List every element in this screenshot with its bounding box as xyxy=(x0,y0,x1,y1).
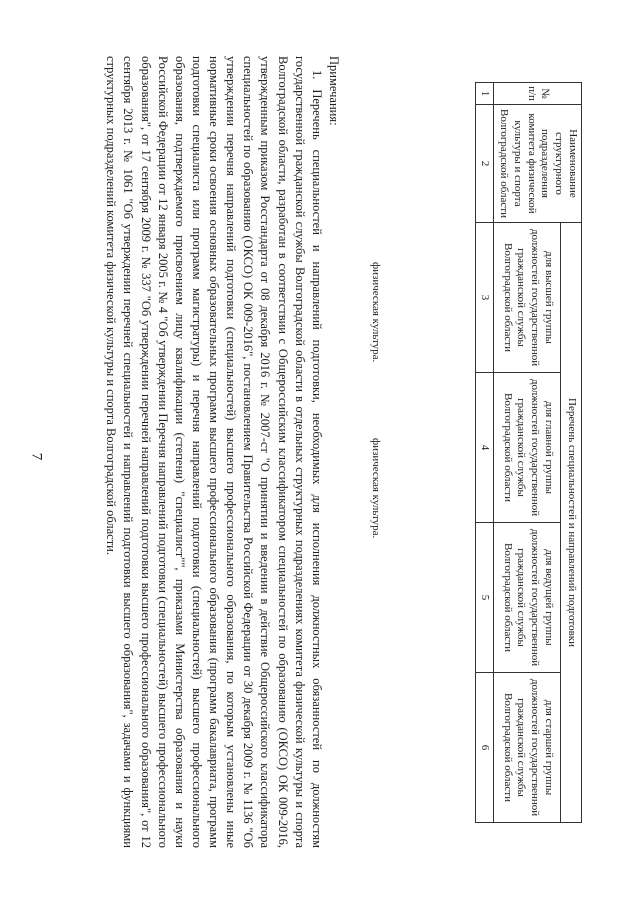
header-main: для главной группы должностей государственной гражданской службы Волгоградской области xyxy=(494,373,561,523)
header-no: № п/п xyxy=(494,83,582,105)
rotated-content xyxy=(50,52,590,852)
col-num: 2 xyxy=(475,105,494,223)
cell-text-col4: физическая культура. xyxy=(370,438,382,539)
column-numbers-row xyxy=(475,83,494,823)
notes-heading: Примечания: xyxy=(327,56,341,126)
col-num: 6 xyxy=(475,673,494,823)
specialties-table xyxy=(475,82,582,823)
header-group: Перечень специальностей и направлений подготовки xyxy=(561,223,582,823)
header-highest: для высшей группы должностей государственной гражданской службы Волгоградской области xyxy=(494,223,561,373)
header-leading: для ведущей группы должностей государственной гражданской службы Волгоградской области xyxy=(494,523,561,673)
notes-section xyxy=(102,56,342,848)
col-num: 1 xyxy=(475,83,494,105)
header-senior: для старшей группы должностей государственной гражданской службы Волгоградской области xyxy=(494,673,561,823)
col-num: 5 xyxy=(475,523,494,673)
notes-paragraph: 1. Перечень специальностей и направлений подготовки, необходимых для исполнения должностных обязанностей по должностям государственной гражданской службы Волгоградской области в отдельных структурных подразделениях комитета физической культуры и спорта Волгоградской области, разработан в соответствии с Общероссийским классификатором специальностей по образованию (ОКСО) ОК 009-2016, утвержденным приказом Росстандарта от 08 декабря 2016 г. № 2007-ст "О принятии и введении в действие Общероссийского классификатора специальностей по образованию (ОКСО) ОК 009-2016", постановлением Правительства Российской Федерации от 30 декабря 2009 г. № 1136 "Об утверждении перечня направлений подготовки (специальностей) высшего профессионального образования, по которым установлены иные нормативные сроки освоения основных образовательных программ высшего профессионального образования (программ бакалавриата, программ подготовки специалиста или программ магистратуры) и перечня направлений подготовки (специальностей) высшего профессионального образования, подтверждаемого присвоением лицу квалификации (степени) "специалист"", приказами Министерства образования и науки Российской Федерации от 12 января 2005 г. № 4 "Об утверждении Перечня направлений подготовки (специальностей) высшего профессионального образования", от 17 сентября 2009 г. № 337 "Об утверждении перечней направлений подготовки высшего профессионального образования", от 12 сентября 2013 г. № 1061 "Об утверждении перечней специальностей и направлений подготовки высшего образования", задачами и функциями структурных подразделений комитета физической культуры и спорта Волгоградской области. xyxy=(104,56,324,848)
cell-text-col3: физическая культура. xyxy=(370,262,382,363)
page-number: 7 xyxy=(28,452,45,461)
col-num: 4 xyxy=(475,373,494,523)
header-name: Наименование структурного подразделения комитета физической культуры и спорта Волгоградской области xyxy=(494,105,582,223)
col-num: 3 xyxy=(475,223,494,373)
